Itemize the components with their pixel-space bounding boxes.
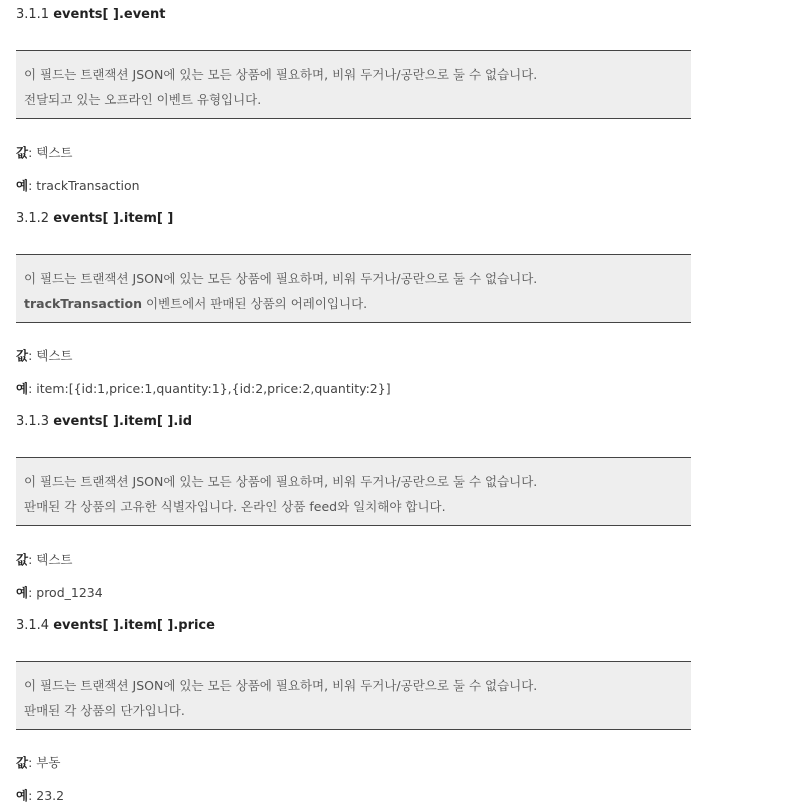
example-label: 예 bbox=[16, 178, 29, 193]
section-events-item bbox=[16, 210, 691, 410]
example-value: : item:[{id:1,price:1,quantity:1},{id:2,price:2,quantity:2}] bbox=[28, 381, 391, 396]
note-line-2-strong: trackTransaction bbox=[24, 296, 142, 311]
note-line-2-text: 판매된 각 상품의 고유한 식별자입니다. 온라인 상품 feed와 일치해야 합니다. bbox=[24, 499, 446, 514]
example-line bbox=[16, 787, 64, 805]
example-label: 예 bbox=[16, 585, 29, 600]
example-value: : prod_1234 bbox=[28, 585, 103, 600]
section-events-event bbox=[16, 6, 691, 206]
field-name: events[ ].event bbox=[53, 7, 166, 22]
value-type-line bbox=[16, 754, 60, 772]
example-value: : trackTransaction bbox=[28, 178, 140, 193]
section-events-item-id bbox=[16, 413, 691, 613]
field-name: events[ ].item[ ].id bbox=[53, 414, 193, 429]
requirement-note bbox=[16, 50, 691, 119]
example-line bbox=[16, 177, 140, 195]
section-number: 3.1.1 bbox=[16, 7, 50, 22]
requirement-note bbox=[16, 457, 691, 526]
note-line-1: 이 필드는 트랜잭션 JSON에 있는 모든 상품에 필요하며, 비워 두거나/공란으로 둘 수 없습니다. bbox=[24, 474, 538, 489]
value-label: 값 bbox=[16, 348, 29, 363]
section-number: 3.1.2 bbox=[16, 211, 50, 226]
note-line-2-text: 판매된 각 상품의 단가입니다. bbox=[24, 703, 185, 718]
example-line bbox=[16, 584, 103, 602]
value-type: : 텍스트 bbox=[28, 348, 73, 363]
example-label: 예 bbox=[16, 381, 29, 396]
note-line-1: 이 필드는 트랜잭션 JSON에 있는 모든 상품에 필요하며, 비워 두거나/공란으로 둘 수 없습니다. bbox=[24, 678, 538, 693]
section-number: 3.1.4 bbox=[16, 618, 50, 633]
value-type-line bbox=[16, 144, 73, 162]
example-label: 예 bbox=[16, 788, 29, 803]
value-type: : 텍스트 bbox=[28, 552, 73, 567]
value-type: : 텍스트 bbox=[28, 145, 73, 160]
example-line bbox=[16, 380, 391, 398]
value-label: 값 bbox=[16, 552, 29, 567]
value-type: : 부동 bbox=[28, 755, 61, 770]
note-line-2 bbox=[24, 494, 691, 519]
example-value: : 23.2 bbox=[28, 788, 65, 803]
field-name: events[ ].item[ ] bbox=[53, 211, 174, 226]
section-heading bbox=[16, 413, 691, 431]
note-line-1: 이 필드는 트랜잭션 JSON에 있는 모든 상품에 필요하며, 비워 두거나/공란으로 둘 수 없습니다. bbox=[24, 271, 538, 286]
requirement-note bbox=[16, 661, 691, 730]
section-number: 3.1.3 bbox=[16, 414, 50, 429]
section-heading bbox=[16, 6, 691, 24]
value-label: 값 bbox=[16, 755, 29, 770]
section-heading bbox=[16, 210, 691, 228]
note-line-2 bbox=[24, 87, 691, 112]
value-type-line bbox=[16, 551, 73, 569]
note-line-2 bbox=[24, 698, 691, 723]
note-line-2-text: 전달되고 있는 오프라인 이벤트 유형입니다. bbox=[24, 92, 262, 107]
value-type-line bbox=[16, 347, 73, 365]
section-events-item-price bbox=[16, 617, 691, 810]
field-name: events[ ].item[ ].price bbox=[53, 618, 215, 633]
note-line-2 bbox=[24, 291, 691, 316]
requirement-note bbox=[16, 254, 691, 323]
note-line-1: 이 필드는 트랜잭션 JSON에 있는 모든 상품에 필요하며, 비워 두거나/공란으로 둘 수 없습니다. bbox=[24, 67, 538, 82]
section-heading bbox=[16, 617, 691, 635]
note-line-2-text: 이벤트에서 판매된 상품의 어레이입니다. bbox=[141, 296, 368, 311]
value-label: 값 bbox=[16, 145, 29, 160]
